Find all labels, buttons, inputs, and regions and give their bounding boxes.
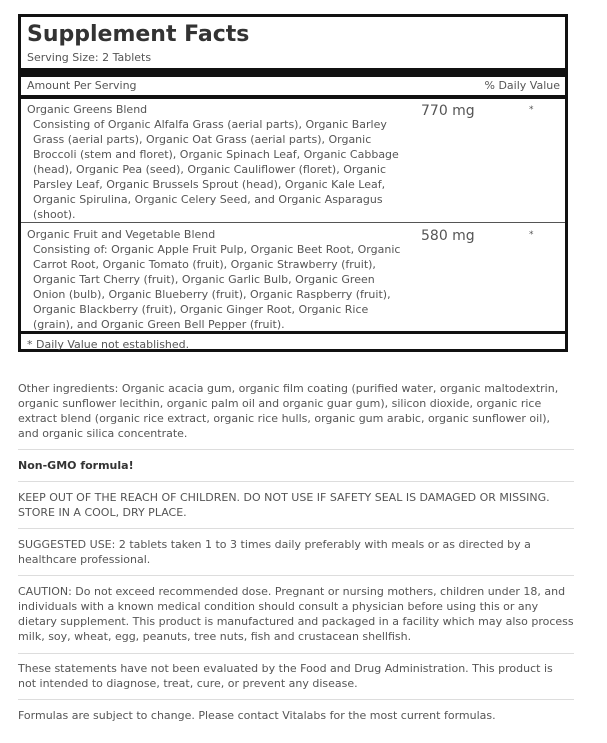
section-divider: [18, 653, 574, 654]
ingredient-daily-value: *: [529, 105, 534, 115]
ingredient-name: Organic Fruit and Vegetable Blend: [27, 228, 216, 241]
daily-value-footnote: * Daily Value not established.: [27, 338, 190, 351]
fda-disclaimer-text: These statements have not been evaluated by the Food and Drug Administration. This product is not intended to diagnose, treat, cure, or prevent any disease.: [18, 662, 553, 690]
section-divider: [18, 449, 574, 450]
amount-per-serving-header: Amount Per Serving: [27, 79, 137, 92]
row-divider: [21, 222, 565, 223]
serving-size: Serving Size: 2 Tablets: [27, 51, 152, 64]
daily-value-header: % Daily Value: [484, 79, 560, 92]
non-gmo-section: [18, 458, 574, 473]
non-gmo-text: Non-GMO formula!: [18, 459, 134, 472]
other-ingredients: [18, 381, 574, 441]
section-divider: [18, 575, 574, 576]
caution-section: [18, 584, 574, 644]
formulas-text: Formulas are subject to change. Please contact Vitalabs for the most current formulas.: [18, 709, 496, 722]
suggested-use-text: SUGGESTED USE: 2 tablets taken 1 to 3 times daily preferably with meals or as directed by a healthcare professional.: [18, 538, 531, 566]
ingredient-name: Organic Greens Blend: [27, 103, 148, 116]
bottom-divider: [21, 331, 565, 334]
formulas-section: [18, 708, 574, 723]
fda-section: [18, 661, 574, 691]
ingredient-detail: Consisting of: Organic Apple Fruit Pulp, Organic Beet Root, Organic Carrot Root, Organic Tomato (fruit), Organic Strawberry (fruit), Organic Tart Cherry (fruit), Organic Garlic Bulb, Organic Green Onion (bulb), Organic Blueberry (fruit), Organic Raspberry (fruit), Organic Blackberry (fruit), Organic Ginger Root, Organic Rice (grain), and Organic Green Bell Pepper (fruit).: [33, 243, 401, 331]
section-divider: [18, 528, 574, 529]
facts-title: Supplement Facts: [27, 22, 250, 47]
ingredient-amount: 580 mg: [421, 228, 475, 244]
ingredient-daily-value: *: [529, 230, 534, 240]
supplement-facts-panel: [18, 14, 568, 352]
other-ingredients-text: Other ingredients: Organic acacia gum, organic film coating (purified water, organic maltodextrin, organic sunflower lecithin, organic palm oil and organic guar gum), silicon dioxide, organic rice extract blend (organic rice extract, organic rice hulls, organic gum arabic, organic sunflower oil), and organic silica concentrate.: [18, 382, 559, 440]
section-divider: [18, 699, 574, 700]
ingredient-amount: 770 mg: [421, 103, 475, 119]
medium-divider: [21, 95, 565, 99]
thick-divider: [21, 68, 565, 77]
section-divider: [18, 481, 574, 482]
warning-text: KEEP OUT OF THE REACH OF CHILDREN. DO NOT USE IF SAFETY SEAL IS DAMAGED OR MISSING. STORE IN A COOL, DRY PLACE.: [18, 491, 550, 519]
warning-section: [18, 490, 574, 520]
suggested-use-section: [18, 537, 574, 567]
ingredient-detail: Consisting of Organic Alfalfa Grass (aerial parts), Organic Barley Grass (aerial parts), Organic Oat Grass (aerial parts), Organic Broccoli (stem and floret), Organic Spinach Leaf, Organic Cabbage (head), Organic Pea (seed), Organic Cauliflower (floret), Organic Parsley Leaf, Organic Brussels Sprout (head), Organic Kale Leaf, Organic Spirulina, Organic Celery Seed, and Organic Asparagus (shoot).: [33, 118, 399, 221]
caution-text: CAUTION: Do not exceed recommended dose. Pregnant or nursing mothers, children under 18, and individuals with a known medical condition should consult a physician before using this or any dietary supplement. This product is manufactured and packaged in a facility which may also process milk, soy, wheat, egg, peanuts, tree nuts, fish and crustacean shellfish.: [18, 585, 574, 643]
